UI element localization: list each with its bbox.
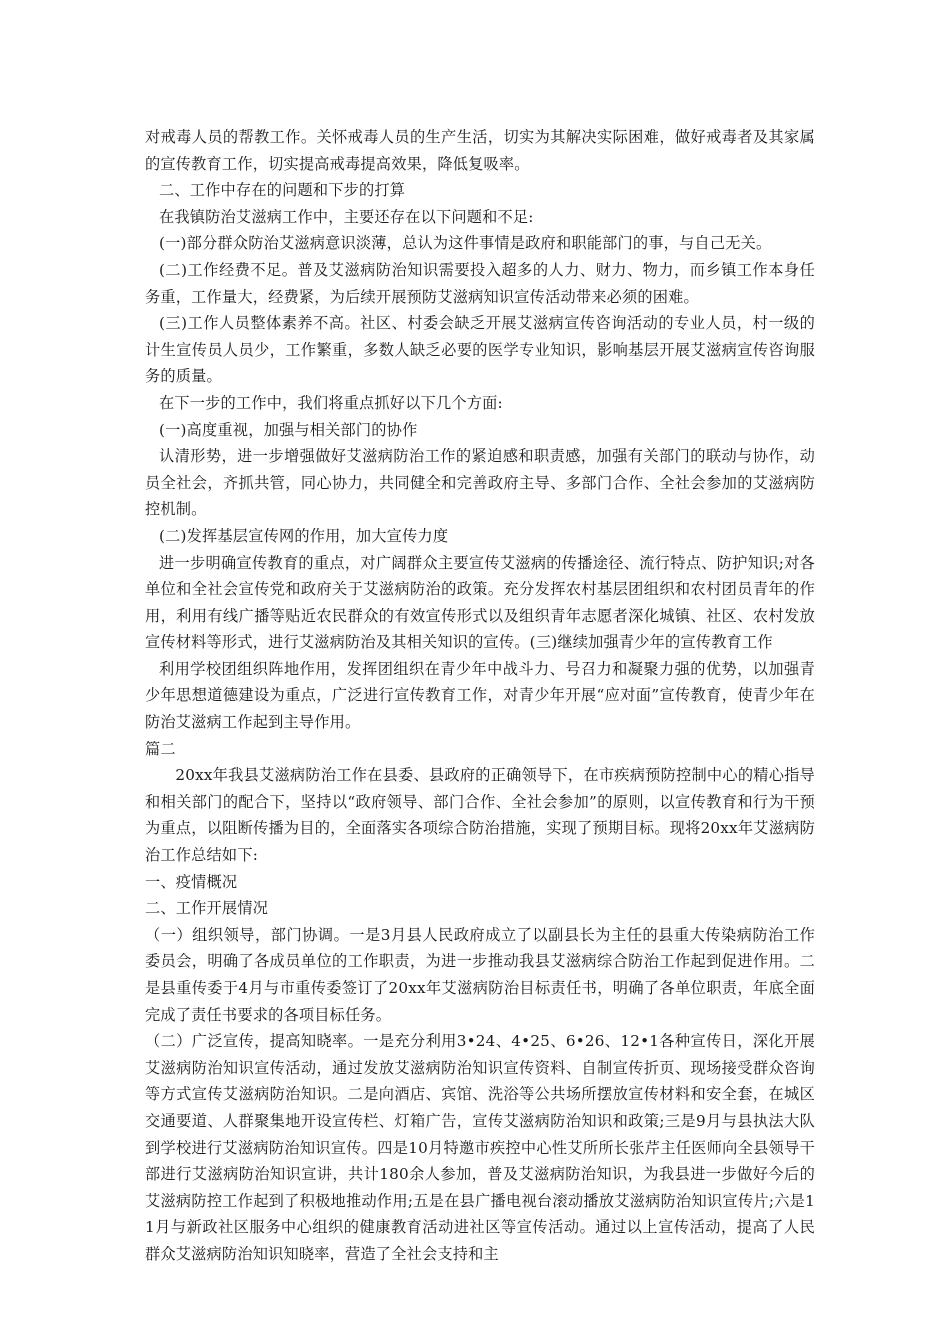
- paragraph: 一、疫情概况: [145, 872, 238, 891]
- paragraph: (一)高度重视，加强与相关部门的协作: [159, 420, 418, 439]
- paragraph: (二)发挥基层宣传网的作用，加大宣传力度: [159, 526, 449, 545]
- paragraph: 在下一步的工作中，我们将重点抓好以下几个方面:: [159, 393, 503, 412]
- paragraph: 篇二: [145, 739, 176, 758]
- paragraph: 利用学校团组织阵地作用，发挥团组织在青少年中战斗力、号召力和凝聚力强的优势，以加强青少年思想道德建设为重点，广泛进行宣传教育工作，对青少年开展“应对面”宣传教育，使青少年在防治艾滋病工作起到主导作用。: [145, 659, 815, 732]
- paragraph: (二)工作经费不足。普及艾滋病防治知识需要投入超多的人力、财力、物力，而乡镇工作本身任务重，工作量大，经费紧，为后续开展预防艾滋病知识宣传活动带来必须的困难。: [145, 260, 815, 306]
- paragraph: 20xx年我县艾滋病防治工作在县委、县政府的正确领导下，在市疾病预防控制中心的精心指导和相关部门的配合下，坚持以“政府领导、部门合作、全社会参加”的原则，以宣传教育和行为干预为重点，以阻断传播为目的，全面落实各项综合防治措施，实现了预期目标。现将20xx年艾滋病防治工作总结如下:: [145, 766, 815, 865]
- paragraph: 二、工作中存在的问题和下步的打算: [159, 181, 406, 200]
- paragraph: 在我镇防治艾滋病工作中，主要还存在以下问题和不足:: [159, 207, 534, 226]
- paragraph: 对戒毒人员的帮教工作。关怀戒毒人员的生产生活，切实为其解决实际困难，做好戒毒者及其家属的宣传教育工作，切实提高戒毒提高效果，降低复吸率。: [145, 128, 815, 173]
- paragraph: 二、工作开展情况: [145, 899, 269, 918]
- document-body: [145, 124, 815, 1268]
- paragraph: (一)部分群众防治艾滋病意识淡薄，总认为这件事情是政府和职能部门的事，与自己无关。: [159, 234, 772, 253]
- paragraph: 进一步明确宣传教育的重点，对广阔群众主要宣传艾滋病的传播途径、流行特点、防护知识;对各单位和全社会宣传党和政府关于艾滋病防治的政策。充分发挥农村基层团组织和农村团员青年的作用，利用有线广播等贴近农民群众的有效宣传形式以及组织青年志愿者深化城镇、社区、农村发放宣传材料等形式，进行艾滋病防治及其相关知识的宣传。(三)继续加强青少年的宣传教育工作: [145, 553, 815, 652]
- paragraph: （二）广泛宣传，提高知晓率。一是充分利用3•24、4•25、6•26、12•1各种宣传日，深化开展艾滋病防治知识宣传活动，通过发放艾滋病防治知识宣传资料、自制宣传折页、现场接受群众咨询等方式宣传艾滋病防治知识。二是向酒店、宾馆、洗浴等公共场所摆放宣传材料和安全套，在城区交通要道、人群聚集地开设宣传栏、灯箱广告，宣传艾滋病防治知识和政策;三是9月与县执法大队到学校进行艾滋病防治知识宣传。四是10月特邀市疾控中心性艾所所长张芹主任医师向全县领导干部进行艾滋病防治知识宣讲，共计180余人参加，普及艾滋病防治知识，为我县进一步做好今后的艾滋病防控工作起到了积极地推动作用;五是在县广播电视台滚动播放艾滋病防治知识宣传片;六是11月与新政社区服务中心组织的健康教育活动进社区等宣传活动。通过以上宣传活动，提高了人民群众艾滋病防治知识知晓率，营造了全社会支持和主: [145, 1032, 815, 1263]
- paragraph: 认清形势，进一步增强做好艾滋病防治工作的紧迫感和职责感，加强有关部门的联动与协作，动员全社会，齐抓共管，同心协力，共同健全和完善政府主导、多部门合作、全社会参加的艾滋病防控机制。: [145, 447, 815, 519]
- paragraph: (三)工作人员整体素养不高。社区、村委会缺乏开展艾滋病宣传咨询活动的专业人员，村一级的计生宣传员人员少，工作繁重，多数人缺乏必要的医学专业知识，影响基层开展艾滋病宣传咨询服务的质量。: [145, 314, 815, 386]
- paragraph: （一）组织领导，部门协调。一是3月县人民政府成立了以副县长为主任的县重大传染病防治工作委员会，明确了各成员单位的工作职责，为进一步推动我县艾滋病综合防治工作起到促进作用。二是县重传委于4月与市重传委签订了20xx年艾滋病防治目标责任书，明确了各单位职责，年底全面完成了责任书要求的各项目标任务。: [145, 925, 815, 1024]
